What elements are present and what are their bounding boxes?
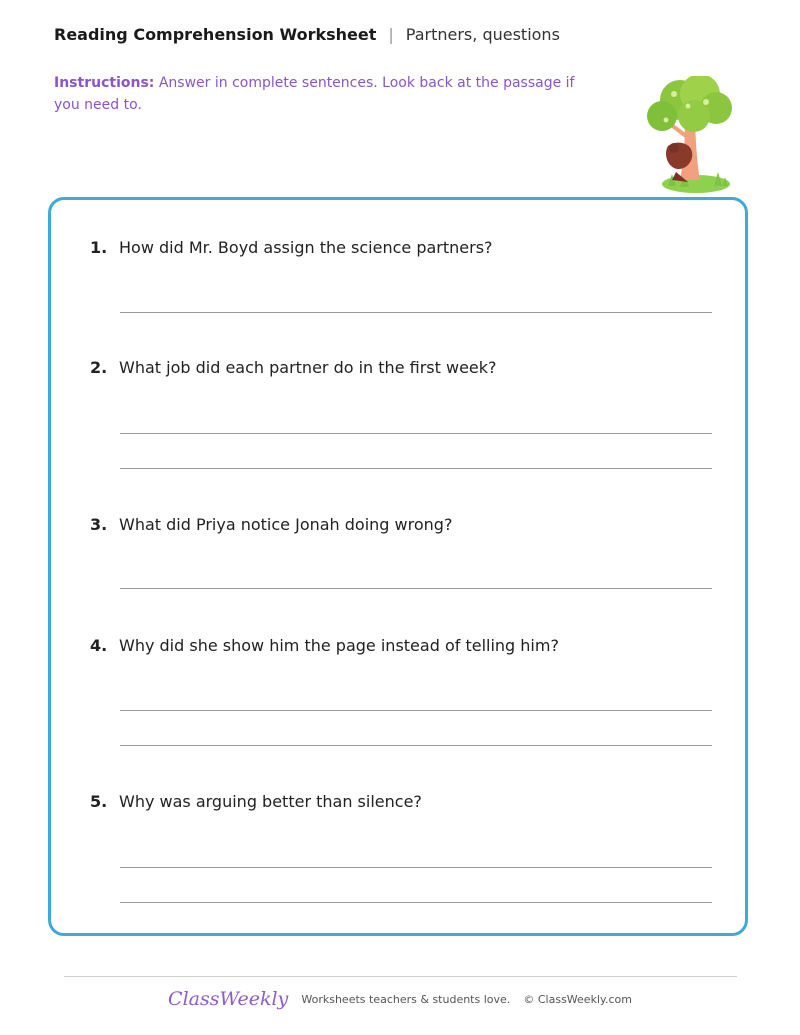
answer-line[interactable]: [120, 902, 712, 903]
answer-line[interactable]: [120, 588, 712, 589]
tree-icon: [636, 76, 740, 196]
brand-logo: ClassWeekly: [168, 988, 289, 1010]
question-number: 3.: [90, 515, 108, 534]
footer-copyright: © ClassWeekly.com: [523, 992, 632, 1006]
instructions-label: Instructions:: [54, 75, 155, 91]
answer-line[interactable]: [120, 710, 712, 711]
instructions: [54, 72, 594, 116]
title-separator: |: [388, 25, 394, 44]
question-number: 1.: [90, 238, 108, 257]
question-number: 4.: [90, 636, 108, 655]
worksheet-subtitle: Partners, questions: [405, 25, 560, 44]
answer-line[interactable]: [120, 312, 712, 313]
answer-line[interactable]: [120, 867, 712, 868]
question-number: 2.: [90, 358, 108, 377]
footer: [0, 988, 800, 1010]
worksheet-header: [54, 25, 560, 45]
answer-line[interactable]: [120, 468, 712, 469]
answer-line[interactable]: [120, 433, 712, 434]
footer-tagline: Worksheets teachers & students love.: [301, 992, 511, 1006]
question-text: What job did each partner do in the first week?: [119, 358, 497, 377]
instructions-text: Answer in complete sentences. Look back at the passage if you need to.: [54, 75, 575, 113]
question-text: Why did she show him the page instead of telling him?: [119, 636, 559, 655]
worksheet-title: Reading Comprehension Worksheet: [54, 25, 377, 44]
question-text: What did Priya notice Jonah doing wrong?: [119, 515, 453, 534]
question-text: Why was arguing better than silence?: [119, 792, 422, 811]
question-number: 5.: [90, 792, 108, 811]
questions-card: [48, 197, 748, 936]
question-text: How did Mr. Boyd assign the science partners?: [119, 238, 493, 257]
footer-divider: [64, 976, 737, 977]
answer-line[interactable]: [120, 745, 712, 746]
